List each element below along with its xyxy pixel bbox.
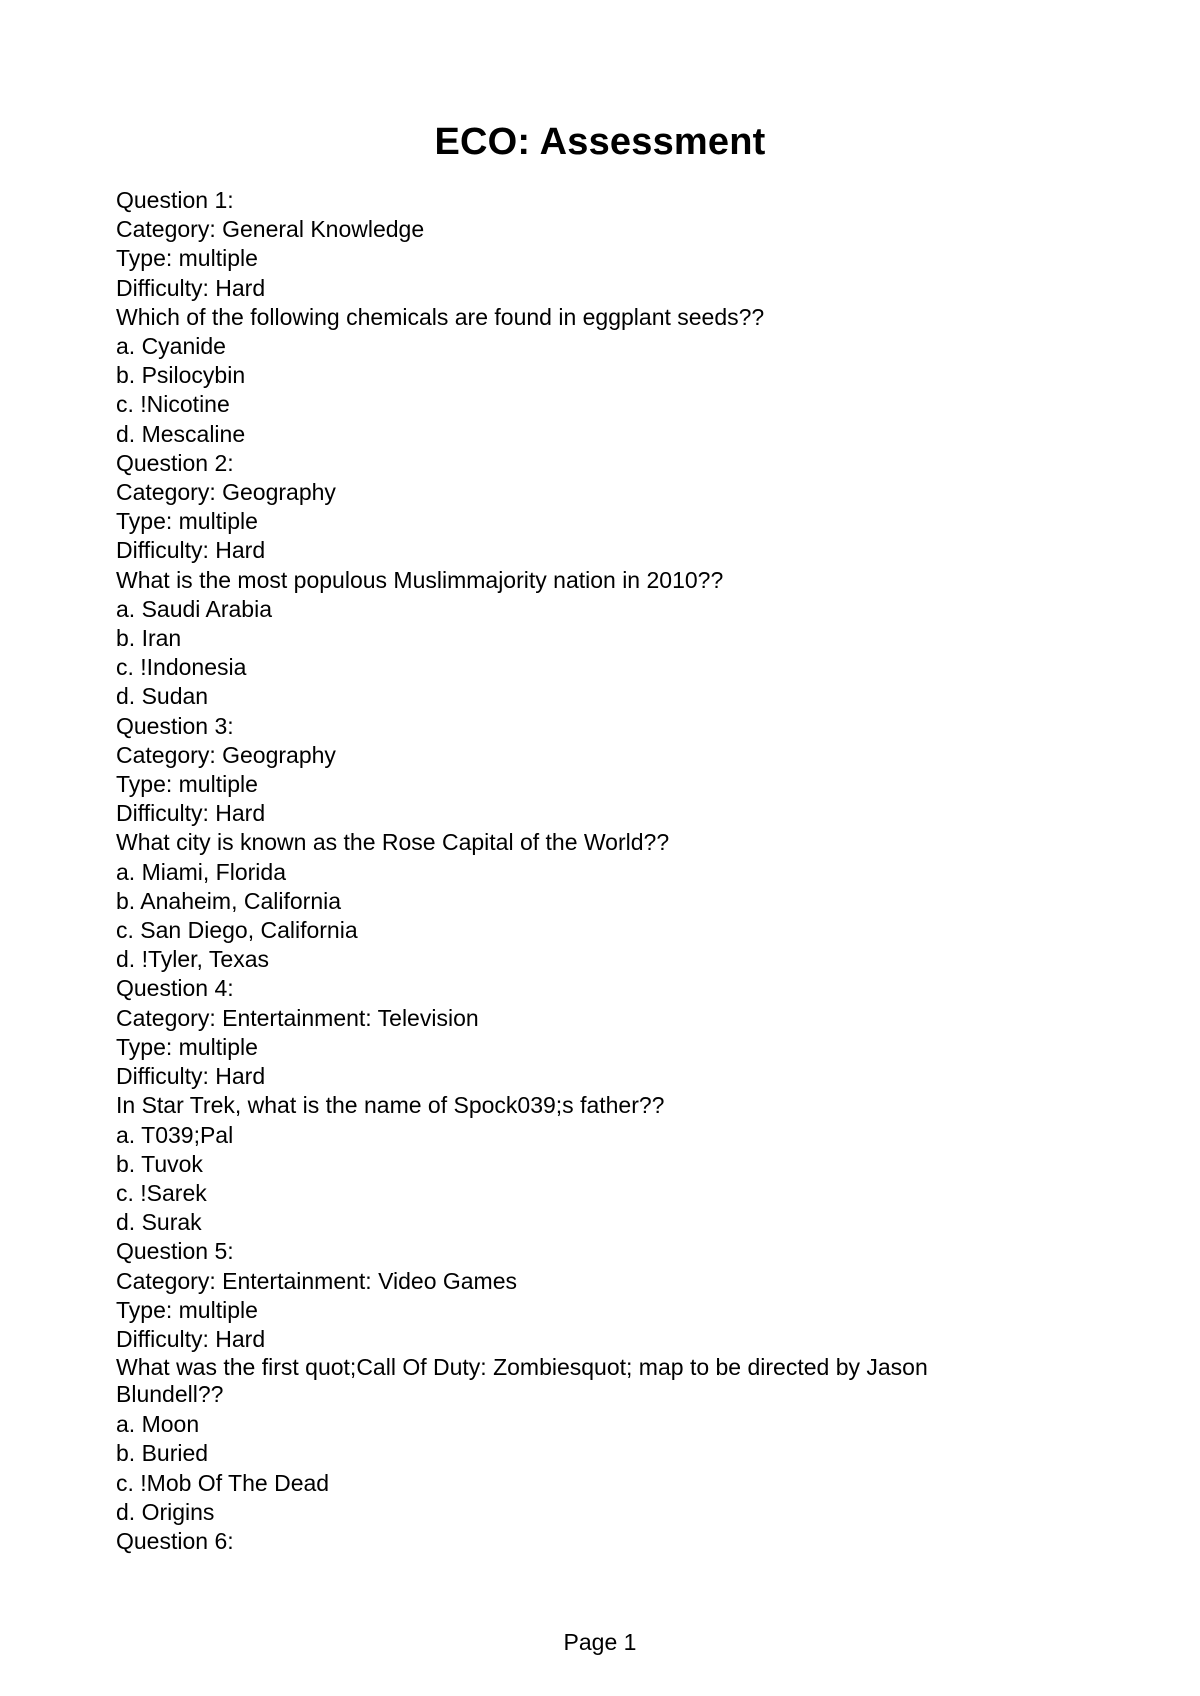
question-header: Question 1:	[116, 187, 234, 213]
answer-option: a. Cyanide	[116, 333, 226, 360]
question-difficulty: Difficulty: Hard	[116, 800, 266, 827]
question-category: Category: Entertainment: Television	[116, 1004, 479, 1031]
question-prompt: Which of the following chemicals are found in eggplant seeds??	[116, 303, 765, 330]
question-type: Type: multiple	[116, 508, 258, 535]
answer-option: b. Psilocybin	[116, 362, 246, 389]
question-category: Category: Geography	[116, 741, 336, 768]
answer-option: d. Mescaline	[116, 420, 246, 447]
answer-option: b. Buried	[116, 1440, 209, 1467]
question-prompt: What was the first quot;Call Of Duty: Zombiesquot; map to be directed by Jason Blundell??	[116, 1354, 928, 1408]
questions-list	[116, 186, 1016, 1556]
answer-option: c. !Indonesia	[116, 654, 247, 681]
answer-option: c. San Diego, California	[116, 917, 358, 944]
page-number: Page 1	[563, 1629, 637, 1655]
answer-option: d. !Tyler, Texas	[116, 946, 269, 973]
question-block	[116, 186, 1016, 449]
question-difficulty: Difficulty: Hard	[116, 274, 266, 301]
question-type: Type: multiple	[116, 771, 258, 798]
question-header: Question 4:	[116, 975, 234, 1002]
question-category: Category: Geography	[116, 479, 336, 506]
question-prompt: What city is known as the Rose Capital of the World??	[116, 829, 670, 856]
answer-option: b. Anaheim, California	[116, 887, 342, 914]
question-block	[116, 1237, 1016, 1527]
question-category: Category: General Knowledge	[116, 216, 425, 243]
answer-option: c. !Sarek	[116, 1179, 207, 1206]
question-header: Question 3:	[116, 712, 234, 739]
question-type: Type: multiple	[116, 245, 258, 272]
question-type: Type: multiple	[116, 1296, 258, 1323]
answer-option: d. Surak	[116, 1209, 202, 1236]
question-header: Question 6:	[116, 1527, 234, 1554]
answer-option: c. !Nicotine	[116, 391, 230, 418]
question-block	[116, 449, 1016, 712]
question-type: Type: multiple	[116, 1033, 258, 1060]
answer-option: b. Tuvok	[116, 1150, 203, 1177]
question-difficulty: Difficulty: Hard	[116, 1325, 266, 1352]
question-block	[116, 974, 1016, 1237]
question-header: Question 2:	[116, 449, 234, 476]
question-block	[116, 712, 1016, 975]
answer-option: a. Saudi Arabia	[116, 595, 273, 622]
answer-option: d. Origins	[116, 1498, 215, 1525]
question-header: Question 5:	[116, 1238, 234, 1265]
answer-option: a. Miami, Florida	[116, 858, 286, 885]
document-title: ECO: Assessment	[434, 121, 766, 163]
question-difficulty: Difficulty: Hard	[116, 1063, 266, 1090]
question-prompt: What is the most populous Muslimmajority nation in 2010??	[116, 566, 724, 593]
answer-option: d. Sudan	[116, 683, 209, 710]
answer-option: a. Moon	[116, 1411, 200, 1438]
answer-option: b. Iran	[116, 625, 182, 652]
question-prompt: In Star Trek, what is the name of Spock039;s father??	[116, 1092, 665, 1119]
answer-option: a. T039;Pal	[116, 1121, 234, 1148]
question-category: Category: Entertainment: Video Games	[116, 1267, 518, 1294]
question-difficulty: Difficulty: Hard	[116, 537, 266, 564]
answer-option: c. !Mob Of The Dead	[116, 1469, 330, 1496]
